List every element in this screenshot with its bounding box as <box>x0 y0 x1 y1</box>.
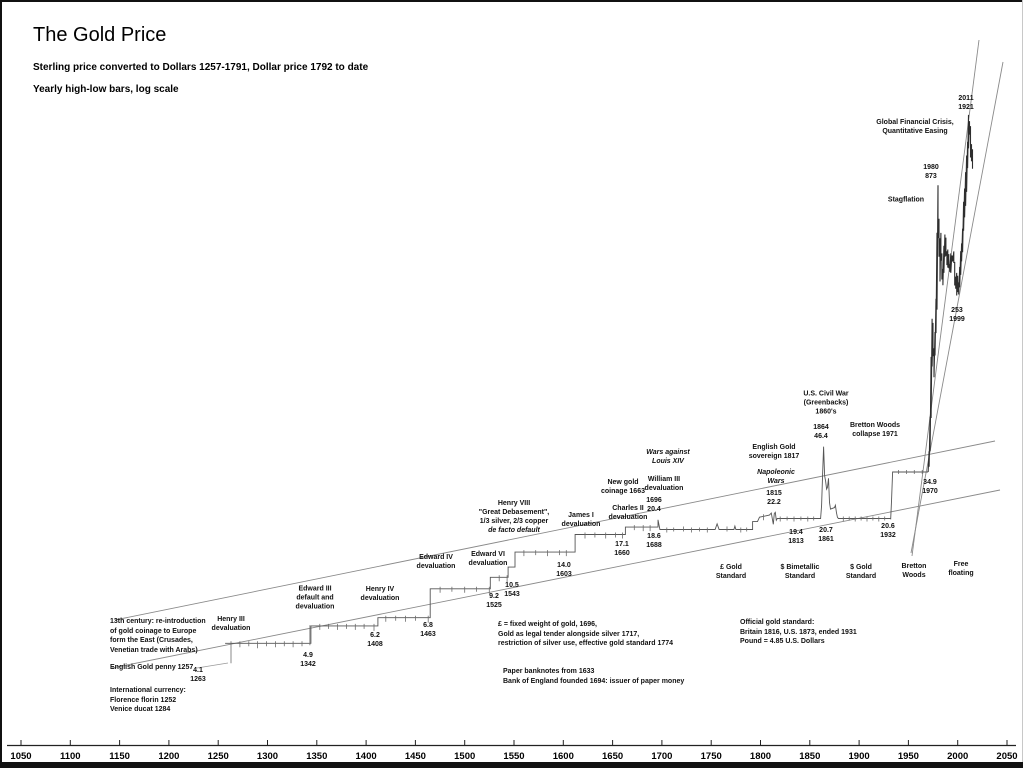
note-13th-century: 13th century: re-introduction of gold coinage to Europe form the East (Crusades, Venetian trade with Arabs) <box>110 618 206 654</box>
label-1543: 10.5 1543 <box>504 582 520 598</box>
era-bretton-woods: Bretton Woods <box>901 563 927 579</box>
x-axis-label: 1950 <box>897 751 919 762</box>
x-axis-label: 1200 <box>158 751 180 762</box>
x-axis-label: 1850 <box>799 751 821 762</box>
label-1342: 4.9 1342 <box>300 652 316 668</box>
label-1525: 9.2 1525 <box>486 593 502 609</box>
note-international-currency: International currency: Florence florin 1252 Venice ducat 1284 <box>110 687 186 713</box>
label-henry-iii: Henry III devaluation <box>211 616 251 632</box>
x-axis-label: 1400 <box>355 751 377 762</box>
label-sovereign: English Gold sovereign 1817 <box>748 444 800 460</box>
chart-title: The Gold Price <box>33 24 167 46</box>
label-henry-iv: Henry IV devaluation <box>360 586 400 602</box>
x-axis-label: 1600 <box>552 751 574 762</box>
label-1861: 20.7 1861 <box>818 527 834 543</box>
trend-line-long-channel-upper <box>115 441 995 620</box>
label-napoleonic-wars: Napoleonic Wars <box>757 469 795 485</box>
label-1696-high: 1696 20.4 <box>646 497 662 513</box>
x-axis-label: 1450 <box>404 751 426 762</box>
x-axis-label: 1150 <box>109 751 130 762</box>
x-axis-label: 1750 <box>700 751 722 762</box>
x-axis-label: 1100 <box>59 751 81 762</box>
label-william-iii: William III devaluation <box>644 476 684 492</box>
label-1813-low: 19.4 1813 <box>788 529 804 545</box>
label-1463: 6.8 1463 <box>420 622 436 638</box>
era-dollar-gold-standard: $ Gold Standard <box>845 564 877 580</box>
label-henry-viii: Henry VIII "Great Debasement", 1/3 silver, 2/3 copper de facto default <box>478 500 550 534</box>
label-1408: 6.2 1408 <box>367 632 383 648</box>
label-1815-high: 1815 22.2 <box>766 490 782 506</box>
label-james-i: James I devaluation <box>561 512 601 528</box>
x-axis-label: 1500 <box>454 751 476 762</box>
x-axis-label: 1550 <box>503 751 525 762</box>
label-gfc: Global Financial Crisis, Quantitative Easing <box>876 119 954 135</box>
label-2011-peak: 2011 1921 <box>958 95 974 111</box>
label-edward-iv: Edward IV devaluation <box>416 554 456 570</box>
chart-subtitle-price-basis: Sterling price converted to Dollars 1257-1791, Dollar price 1792 to date <box>33 62 369 73</box>
label-1688: 18.6 1688 <box>646 533 662 549</box>
chart-subtitle-scale: Yearly high-low bars, log scale <box>33 84 179 95</box>
label-civil-war: U.S. Civil War (Greenbacks) 1860's <box>803 390 849 416</box>
x-axis-label: 1650 <box>602 751 624 762</box>
label-edward-iii: Edward III default and devaluation <box>295 585 335 611</box>
label-1970: 34.9 1970 <box>922 479 938 495</box>
x-axis-label: 2050 <box>996 751 1018 762</box>
label-1932: 20.6 1932 <box>880 523 896 539</box>
era-free-floating: Free floating <box>948 561 974 577</box>
label-1999-low: 253 1999 <box>949 307 965 323</box>
note-banknotes: Paper banknotes from 1633 Bank of England founded 1694: issuer of paper money <box>503 668 685 685</box>
x-axis-label: 1900 <box>848 751 870 762</box>
x-axis-label: 1300 <box>256 751 279 762</box>
label-new-coinage: New gold coinage 1663 <box>601 479 645 495</box>
era-bimetallic-standard: $ Bimetallic Standard <box>780 564 820 580</box>
x-axis-label: 1350 <box>306 751 328 762</box>
label-charles-ii: Charles II devaluation <box>608 505 648 521</box>
label-stagflation: Stagflation <box>887 196 925 204</box>
label-1603: 14.0 1603 <box>556 562 572 578</box>
label-1980-peak: 1980 873 <box>923 164 939 180</box>
price-line-stepped <box>225 447 928 644</box>
label-louis-xiv: Wars against Louis XIV <box>646 449 690 465</box>
label-1263: 4.1 1263 <box>190 667 206 683</box>
era-pound-gold-standard: £ Gold Standard <box>715 564 747 580</box>
note-official-standard: Official gold standard: Britain 1816, U.S. 1873, ended 1931 Pound = 4.85 U.S. Dollars <box>740 619 857 645</box>
x-axis-label: 1700 <box>651 751 673 762</box>
label-bretton-collapse: Bretton Woods collapse 1971 <box>849 422 901 438</box>
label-edward-vi: Edward VI devaluation <box>468 551 508 567</box>
x-axis-label: 2000 <box>947 751 969 762</box>
label-1864-peak: 1864 46.4 <box>813 424 829 440</box>
note-gold-penny: English Gold penny 1257 <box>110 664 194 671</box>
label-1660: 17.1 1660 <box>614 541 630 557</box>
x-axis-label: 1250 <box>207 751 229 762</box>
x-axis-label: 1050 <box>10 751 32 762</box>
note-fixed-weight: £ = fixed weight of gold, 1696, Gold as legal tender alongside silver 1717, restriction of silver use, effective gold standard 1774 <box>498 621 674 647</box>
x-axis-label: 1800 <box>749 751 772 762</box>
